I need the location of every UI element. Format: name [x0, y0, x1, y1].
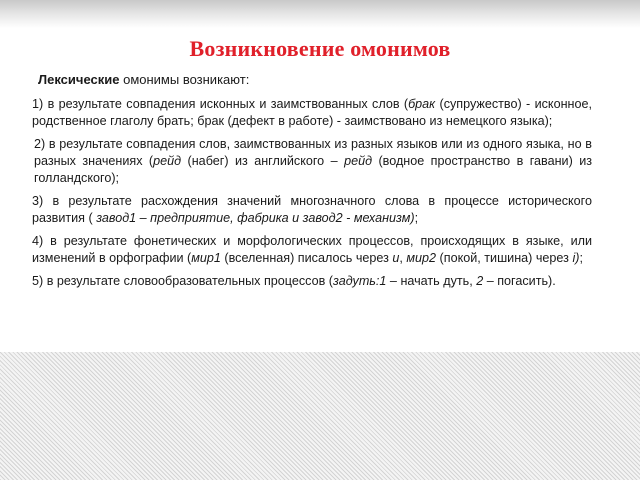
- subtitle-bold: Лексические: [38, 72, 120, 87]
- content-body: [32, 96, 592, 296]
- text-segment: 2) в результате совпадения слов, заимствованных из разных языков или из одного языка, но в разных значениях (: [34, 137, 592, 168]
- text-segment: ;: [414, 211, 419, 225]
- italic-term: и: [392, 251, 400, 265]
- text-segment: 1) в результате совпадения исконных и заимствованных слов (: [32, 97, 409, 111]
- text-segment: 3) в результате расхождения значений многозначного слова в процессе исторического развития (: [32, 194, 592, 225]
- italic-term: мир2: [406, 251, 437, 265]
- italic-term: брак: [408, 97, 436, 111]
- italic-term: i): [572, 251, 580, 265]
- italic-term: завод1 – предприятие, фабрика и завод2 - механизм): [96, 211, 415, 225]
- text-segment: – начать дуть,: [386, 274, 477, 288]
- text-segment: – погасить).: [483, 274, 556, 288]
- subtitle-rest: омонимы возникают:: [119, 72, 250, 87]
- italic-term: рейд: [344, 154, 373, 168]
- text-segment: (супружество) - исконное, родственное глаголу брать; брак (дефект в работе) - заимствовано из немецкого языка);: [32, 97, 592, 128]
- italic-term: 2: [476, 274, 484, 288]
- slide-title: Возникновение омонимов: [189, 36, 451, 61]
- text-segment: (покой, тишина) через: [436, 251, 573, 265]
- text-segment: 4) в результате фонетических и морфологических процессов, происходящих в языке, или изменений в орфографии (: [32, 234, 592, 265]
- paragraph-5: [32, 273, 592, 290]
- text-segment: 5) в результате словообразовательных процессов (: [32, 274, 333, 288]
- text-segment: (вселенная) писалось через: [220, 251, 393, 265]
- slide-subtitle: [38, 72, 249, 87]
- top-gradient-band: [0, 0, 640, 28]
- paragraph-1: [32, 96, 592, 130]
- italic-term: рейд: [153, 154, 182, 168]
- italic-term: мир1: [191, 251, 221, 265]
- hatched-footer-band: [0, 352, 640, 480]
- text-segment: (набег) из английского –: [181, 154, 345, 168]
- paragraph-2: [32, 136, 592, 187]
- italic-term: задуть:1: [332, 274, 387, 288]
- text-segment: (водное пространство в гавани) из голландского);: [34, 154, 593, 185]
- paragraph-3: [32, 193, 592, 227]
- text-segment: ,: [399, 251, 407, 265]
- text-segment: ;: [579, 251, 583, 265]
- paragraph-4: [32, 233, 592, 267]
